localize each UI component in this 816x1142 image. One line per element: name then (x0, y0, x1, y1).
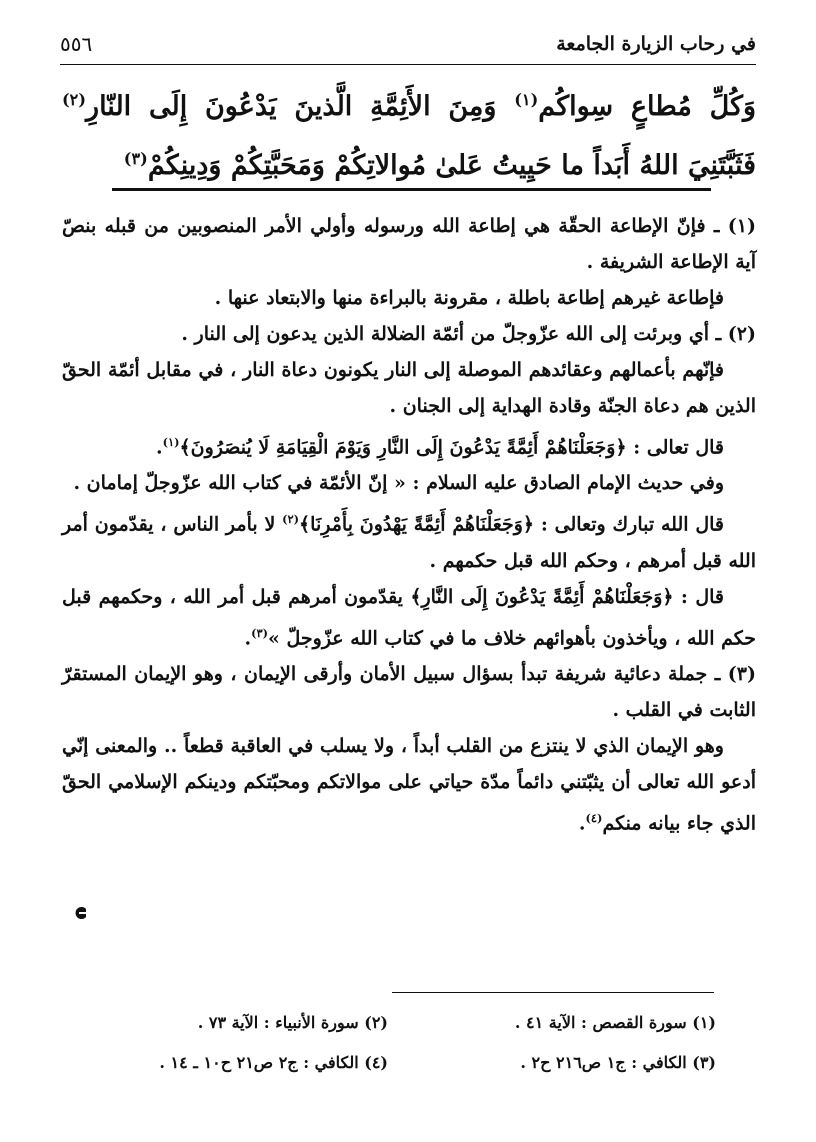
prayer-segment: وَكُلِّ مُطاعٍ سِواكُم (538, 91, 756, 122)
prayer-segment: وَمِنَ الأَئِمَّةِ الَّذينَ يَدْعُونَ إِلَى النّارِ (86, 91, 515, 122)
note-2-para-1: (٢) ـ أي وبرئت إلى الله عزّوجلّ من أئمّة الضلالة الذين يدعون إلى النار . (181, 323, 756, 345)
commentary (62, 208, 756, 841)
text-continuation: لا بأمر الناس ، يقدّمون أمر الله قبل أمرهم ، وحكم الله قبل حكمهم . (62, 513, 756, 572)
footnote-ref: (٣) (251, 625, 269, 640)
footnote-4: (٤) الكافي : ج٢ ص٢١ ح١٠ ـ ١٤ . (159, 1053, 388, 1072)
header-divider (60, 64, 756, 65)
text-end: . (578, 812, 586, 835)
note-3-para-1: (٣) ـ جملة دعائية شريفة تبدأ بسؤال سبيل الأمان وأرقى الإيمان ، وهو الإيمان المستقرّ الثابت في القلب . (62, 662, 756, 721)
prayer-ref: (١) (514, 90, 539, 109)
note-1-para-2: فإطاعة غيرهم إطاعة باطلة ، مقرونة بالبراءة منها والابتعاد عنها . (214, 287, 724, 309)
note-2-para-3 (62, 424, 756, 465)
note-2-para-2: فإنّهم بأعمالهم وعقائدهم الموصلة إلى النار يكونون دعاة النار ، في مقابل أئمّة الحقّ الذين هم دعاة الجنّة وقادة الهداية إلى الجنان . (62, 359, 756, 417)
footnote-divider (392, 992, 714, 993)
page-header (60, 28, 756, 60)
note-2-para-6 (62, 579, 756, 656)
footnote-1: (١) سورة القصص : الآية ٤١ . (514, 1013, 716, 1032)
running-title: في رحاب الزيارة الجامعة (556, 33, 756, 55)
footnote-ref: (٢) (282, 512, 300, 527)
note-text: وهو الإيمان الذي لا ينتزع من القلب أبداً ، ولا يسلب في العاقبة قطعاً .. والمعنى إنّي أدعو الله تعالى أن يثبّتني دائماً مدّة حياتي على موالاتكم ومحبّتكم ودينكم الإسلامي الحقّ الذي جاء بيانه منكم (62, 734, 756, 835)
text-end: . (244, 626, 252, 649)
text-end: . (155, 436, 163, 459)
section-end-icon (74, 906, 88, 920)
prayer-text (62, 74, 756, 192)
footnote-ref: (٤) (585, 810, 603, 825)
page-number: ٥٥٦ (60, 32, 93, 56)
footnote-ref: (١) (162, 435, 180, 449)
footnote-2: (٢) سورة الأنبياء : الآية ٧٣ . (197, 1013, 388, 1032)
quran-quote: قال الله تبارك وتعالى : ﴿وَجَعَلْنَاهُمْ أَئِمَّةً يَهْدُونَ بِأَمْرِنَا﴾ (299, 513, 725, 536)
note-3-para-2 (62, 728, 756, 841)
note-2-para-4: وفي حديث الإمام الصادق عليه السلام : « إنّ الأئمّة في كتاب الله عزّوجلّ إمامان . (73, 472, 724, 495)
main-divider (112, 188, 711, 191)
quran-quote: قال تعالى : ﴿وَجَعَلْنَاهُمْ أَئِمَّةً يَدْعُونَ إِلَى النَّارِ وَيَوْمَ الْقِيَامَةِ لَا يُنصَرُونَ﴾ (179, 436, 724, 459)
note-1-para-1: (١) ـ فإنّ الإطاعة الحقّة هي إطاعة الله ورسوله وأولي الأمر المنصوبين من قبله بنصّ آية الإطاعة الشريفة . (62, 215, 756, 273)
prayer-ref: (٢) (62, 90, 87, 109)
footnotes (100, 1010, 716, 1076)
note-2-para-5 (62, 501, 756, 578)
prayer-segment: فَثَبَّتَنِيَ اللهُ أَبَداً ما حَيِيتُ عَلىٰ مُوالاتِكُمْ وَمَحَبَّتِكُمْ وَدِينِكُمْ (147, 150, 756, 181)
prayer-ref: (٣) (123, 149, 148, 168)
quran-quote: قال : ﴿وَجَعَلْنَاهُمْ أَئِمَّةً يَدْعُونَ إِلَى النَّارِ﴾ يقدّمون أمرهم قبل أمر الله ، وحكمهم قبل حكم الله ، ويأخذون بأهوائهم خلاف ما في كتاب الله عزّوجلّ » (62, 585, 756, 649)
footnote-3: (٣) الكافي : ج١ ص٢١٦ ح٢ . (520, 1053, 716, 1072)
